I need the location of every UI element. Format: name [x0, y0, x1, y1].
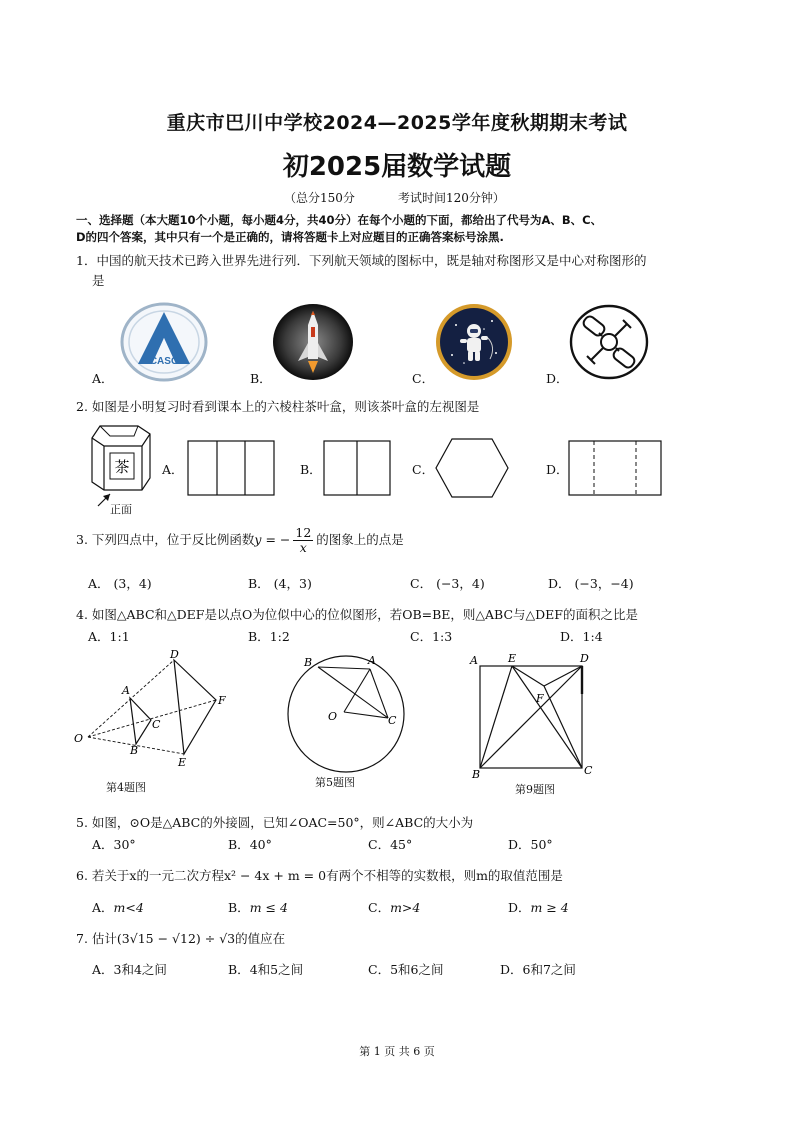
fig5-label-c: C [388, 714, 397, 727]
q7-option-d[interactable] [500, 960, 576, 978]
q7-option-c-value: 5和6之间 [390, 962, 444, 977]
q4-option-c[interactable] [410, 627, 452, 645]
q4-option-d-label: D． [560, 629, 583, 644]
q6-option-d-label: D． [508, 900, 531, 915]
q3-fraction-denominator: x [299, 540, 307, 555]
q6-option-b-label: B． [228, 900, 250, 915]
q3-option-b-value: (4，3) [273, 576, 312, 591]
q6-option-a-value: m<4 [113, 900, 144, 915]
q3-option-b-label: B． [248, 576, 270, 591]
fig9-label-c: C [584, 764, 593, 777]
total-score: （总分150分 [284, 191, 355, 205]
q6-text: 6. 若关于x的一元二次方程x² − 4x + m = 0有两个不相等的实数根，则m的取值范围是 [76, 868, 563, 883]
q7-option-b[interactable] [228, 960, 303, 978]
q3-option-d[interactable] [548, 574, 634, 592]
q1-line-1: 1．中国的航天技术已跨入世界先进行列．下列航天领域的图标中，既是轴对称图形又是中心对称图形的 [76, 253, 647, 268]
q5-option-a-value: 30° [113, 837, 136, 852]
fig9-label-a: A [470, 654, 478, 667]
q7-option-a-value: 3和4之间 [113, 962, 167, 977]
q6-option-b[interactable] [228, 898, 288, 916]
tea-box-figure [88, 420, 158, 510]
casc-logo-text: CASC [149, 356, 179, 367]
q6-option-d-value: m ≥ 4 [530, 900, 569, 915]
q1-option-d[interactable]: D． [546, 371, 569, 386]
q4-option-a-value: 1:1 [109, 629, 130, 644]
q7-option-b-value: 4和5之间 [249, 962, 304, 977]
section-line-2: D的四个答案，其中只有一个是正确的，请将答题卡上对应题目的正确答案标号涂黑. [76, 230, 504, 244]
q2-option-c[interactable]: C． [412, 462, 435, 477]
q5-option-d-label: D． [508, 837, 531, 852]
q5-option-c[interactable] [368, 835, 412, 853]
q6-option-c-value: m>4 [390, 900, 421, 915]
q6-option-c[interactable] [368, 898, 420, 916]
fig4-label-o: O [74, 732, 84, 745]
question-1 [76, 251, 726, 291]
q5-option-a-label: A． [92, 837, 114, 852]
q2-text: 2. 如图是小明复习时看到课本上的六棱柱茶叶盒，则该茶叶盒的左视图是 [76, 399, 480, 414]
fig4-label-e: E [178, 756, 187, 769]
q2-option-c-figure [434, 438, 510, 498]
q3-suffix: 的图象上的点是 [316, 532, 404, 547]
q5-option-b[interactable] [228, 835, 272, 853]
question-3 [76, 522, 726, 558]
q6-option-c-label: C． [368, 900, 391, 915]
fig4-label-b: B [130, 744, 139, 757]
q4-option-a-label: A． [88, 629, 110, 644]
q3-option-b[interactable] [248, 574, 312, 592]
q2-option-d[interactable]: D． [546, 462, 569, 477]
page-number: 第 1 页 共 6 页 [359, 1045, 435, 1058]
q4-option-b[interactable] [248, 627, 290, 645]
q2-option-a[interactable]: A． [162, 462, 184, 477]
q7-option-a[interactable] [92, 960, 167, 978]
section-line-1: 一、选择题（本大题10个小题，每小题4分，共40分）在每个小题的下面，都给出了代号为A、B、C、 [76, 213, 603, 227]
satellite-logo-icon [569, 304, 649, 380]
q3-option-a[interactable] [88, 574, 152, 592]
fig9-label-f: F [536, 692, 544, 705]
fig5-label-o: O [328, 710, 338, 723]
q3-fraction [293, 526, 313, 555]
q4-option-a[interactable] [88, 627, 130, 645]
q1-line-2: 是 [92, 273, 105, 288]
fig9-label-d: D [580, 652, 589, 665]
section-instructions [76, 212, 726, 246]
exam-title: 重庆市巴川中学校2024—2025学年度秋期期末考试 [166, 112, 628, 134]
q7-option-d-value: 6和7之间 [522, 962, 576, 977]
q1-option-b[interactable]: B． [250, 371, 272, 386]
q5-option-b-value: 40° [249, 837, 272, 852]
q3-option-a-label: A． [88, 576, 110, 591]
q2-option-d-figure [568, 440, 664, 496]
fig4-label-c: C [152, 718, 161, 731]
q4-option-b-value: 1:2 [269, 629, 290, 644]
q5-text: 5. 如图，⊙O是△ABC的外接圆，已知∠OAC=50°，则∠ABC的大小为 [76, 815, 474, 830]
q5-option-c-value: 45° [390, 837, 413, 852]
q2-option-a-figure [187, 440, 277, 496]
q2-option-b-figure [323, 440, 393, 496]
figure-9 [468, 650, 608, 780]
q3-fraction-numerator: 12 [295, 525, 312, 540]
shuttle-logo-icon [272, 303, 354, 381]
q4-option-c-value: 1:3 [432, 629, 453, 644]
q3-option-c-value: (−3，4) [436, 576, 485, 591]
q6-option-b-value: m ≤ 4 [249, 900, 288, 915]
casc-logo-icon [120, 302, 208, 382]
figure-4 [72, 650, 242, 775]
q3-option-c[interactable] [410, 574, 485, 592]
q3-prefix: 3. 下列四点中，位于反比例函数 [76, 532, 255, 547]
figure-5 [282, 652, 412, 774]
q3-option-a-value: (3，4) [113, 576, 152, 591]
q1-option-a[interactable]: A． [92, 371, 114, 386]
fig9-label-e: E [508, 652, 517, 665]
fig9-label-b: B [472, 768, 481, 781]
fig5-label-a: A [368, 654, 376, 667]
q4-option-b-label: B． [248, 629, 270, 644]
q7-text: 7. 估计(3√15 − √12) ÷ √3的值应在 [76, 931, 286, 946]
q7-option-c-label: C． [368, 962, 391, 977]
q7-option-a-label: A． [92, 962, 114, 977]
q5-option-d[interactable] [508, 835, 553, 853]
q4-option-c-label: C． [410, 629, 433, 644]
q1-option-c[interactable]: C． [412, 371, 435, 386]
q3-option-d-label: D． [548, 576, 571, 591]
astronaut-logo-icon [434, 303, 514, 381]
q2-option-b[interactable]: B． [300, 462, 322, 477]
q6-option-d[interactable] [508, 898, 569, 916]
q3-option-d-value: (−3，−4) [574, 576, 634, 591]
fig5-caption: 第5题图 [315, 776, 355, 789]
fig4-caption: 第4题图 [106, 781, 146, 794]
front-label: 正面 [110, 503, 132, 516]
q6-option-a[interactable] [92, 898, 144, 916]
q3-function-lhs: y = − [254, 532, 291, 547]
q5-option-c-label: C． [368, 837, 391, 852]
q7-option-d-label: D． [500, 962, 523, 977]
tea-box-char: 茶 [114, 458, 130, 476]
exam-time: 考试时间120分钟） [398, 191, 505, 205]
q5-option-d-value: 50° [530, 837, 553, 852]
q6-option-a-label: A． [92, 900, 114, 915]
q7-option-c[interactable] [368, 960, 443, 978]
fig4-label-d: D [170, 648, 179, 661]
q3-option-c-label: C． [410, 576, 433, 591]
q7-option-b-label: B． [228, 962, 250, 977]
fig9-caption: 第9题图 [515, 783, 555, 796]
q4-text: 4. 如图△ABC和△DEF是以点O为位似中心的位似图形，若OB=BE，则△ABC与△DEF的面积之比是 [76, 607, 638, 622]
q5-option-b-label: B． [228, 837, 250, 852]
exam-subtitle: 初2025届数学试题 [282, 152, 512, 182]
q4-option-d-value: 1:4 [582, 629, 603, 644]
fig4-label-f: F [218, 694, 226, 707]
q4-option-d[interactable] [560, 627, 603, 645]
fig5-label-b: B [304, 656, 313, 669]
q5-option-a[interactable] [92, 835, 136, 853]
fig4-label-a: A [122, 684, 130, 697]
